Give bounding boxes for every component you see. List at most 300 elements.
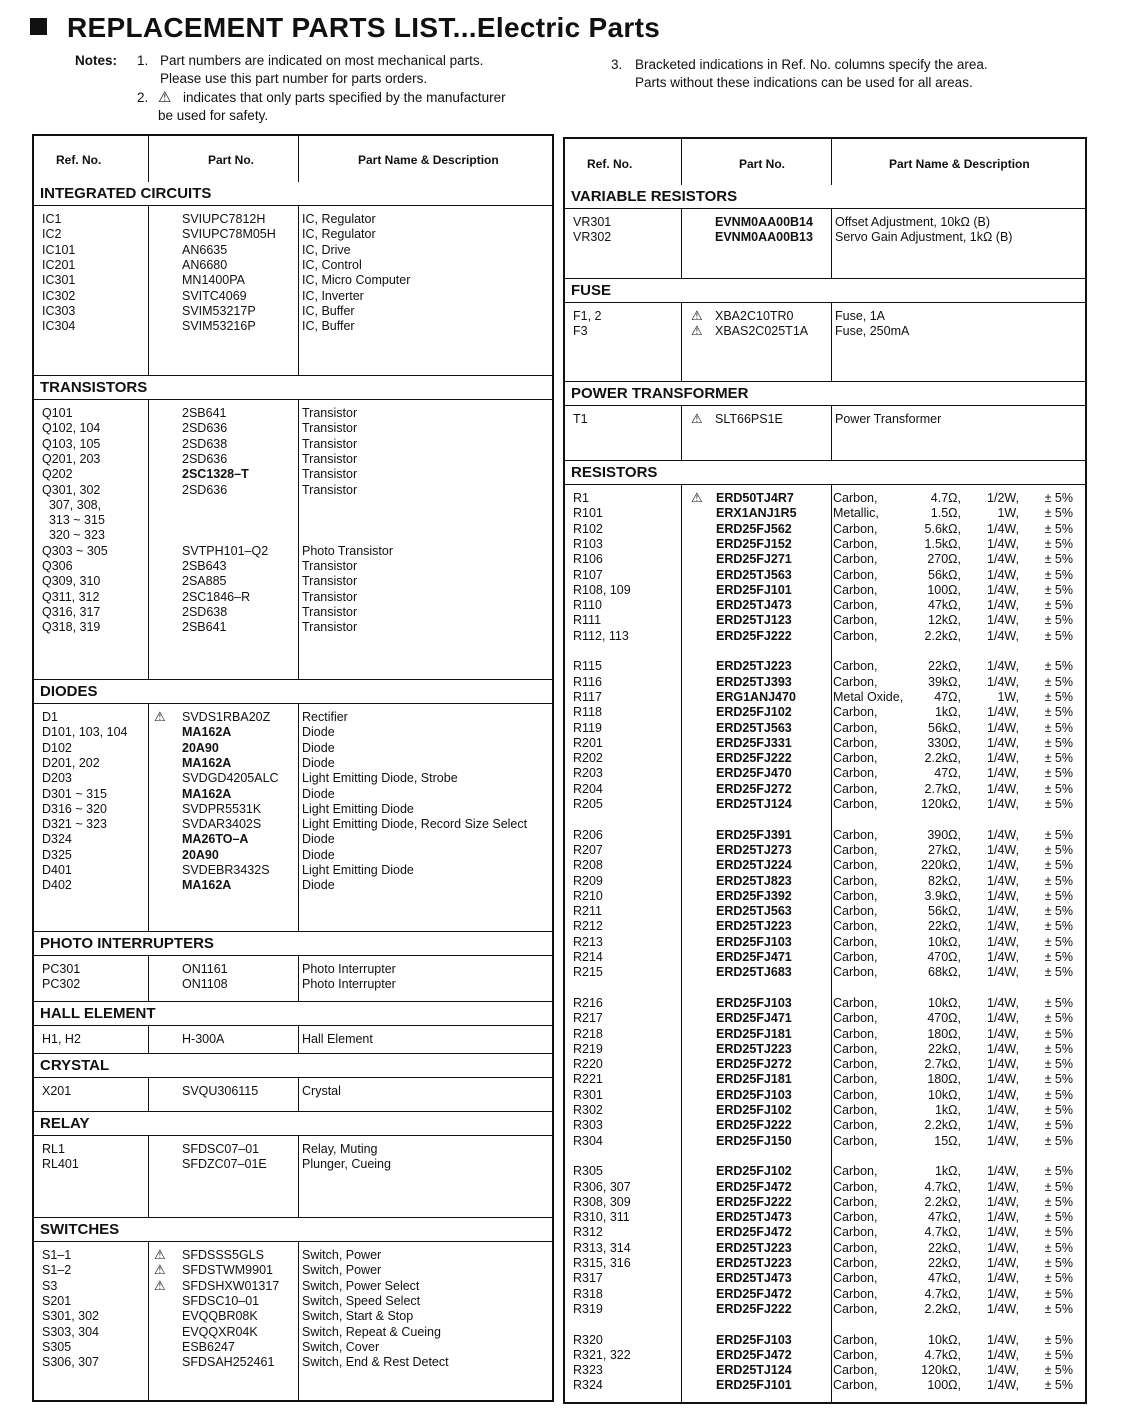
part-description: Transistor (302, 451, 358, 466)
ref-no: R319 (573, 1301, 603, 1316)
ref-no: R308, 309 (573, 1194, 631, 1209)
part-no: ERD50TJ4R7 (716, 491, 794, 505)
part-description: Photo Transistor (302, 543, 394, 558)
part-description: Diode (302, 755, 335, 770)
part-description: Servo Gain Adjustment, 1kΩ (B) (835, 230, 1013, 245)
wattage: 1/4W, (987, 1011, 1019, 1026)
resistor-type: Carbon, (833, 567, 878, 582)
resistor-type: Carbon, (833, 1286, 878, 1301)
wattage: 1/4W, (987, 751, 1019, 766)
ref-no: R214 (573, 950, 603, 964)
section-title: TRANSISTORS (34, 376, 552, 400)
ref-no: D1 (42, 710, 58, 724)
ref-no: R312 (573, 1225, 603, 1240)
part-description: Transistor (302, 620, 358, 635)
tolerance: ± 5% (1044, 1240, 1073, 1255)
ref-no: D201, 202 (42, 755, 100, 770)
resistor-type: Carbon, (833, 582, 878, 597)
page-title: REPLACEMENT PARTS LIST...Electric Parts (30, 12, 660, 44)
part-no: ERD25FJ472 (716, 1179, 792, 1194)
ref-no: R111 (573, 613, 602, 628)
ref-no: Q318, 319 (42, 620, 101, 635)
table-header: Ref. No. Part No. Part Name & Description (34, 136, 552, 184)
ref-no: R206 (573, 827, 603, 842)
ref-no: D316 ~ 320 (42, 801, 107, 816)
resistance: 4.7kΩ, (924, 1286, 961, 1301)
resistance: 10kΩ, (928, 934, 961, 949)
part-no: SFDSTWM9901 (182, 1263, 273, 1278)
resistor-type: Metal Oxide, (833, 689, 904, 704)
ref-no: S1–2 (42, 1263, 72, 1278)
ref-no: S305 (42, 1339, 72, 1354)
resistor-type: Carbon, (833, 904, 878, 919)
part-description: IC, Control (302, 257, 362, 272)
note-3: Bracketed indications in Ref. No. columns specify the area. (635, 57, 988, 72)
part-description: Transistor (302, 421, 358, 436)
resistance: 82kΩ, (928, 873, 961, 888)
part-no: 2SA885 (182, 574, 227, 589)
resistance: 120kΩ, (921, 1363, 961, 1378)
part-description: IC, Micro Computer (302, 273, 411, 288)
part-no: AN6680 (182, 257, 228, 272)
part-no: ERD25FJ391 (716, 827, 792, 842)
part-description: IC, Buffer (302, 319, 355, 334)
part-no: SVIM53217P (182, 303, 256, 318)
ref-no: D402 (42, 878, 72, 893)
wattage: 1/4W, (987, 552, 1019, 567)
resistance: 180Ω, (927, 1026, 961, 1041)
column-divider (148, 136, 149, 1400)
tolerance: ± 5% (1044, 950, 1073, 964)
resistance: 15Ω, (934, 1133, 961, 1148)
resistor-type: Carbon, (833, 766, 878, 781)
resistance: 100Ω, (927, 1378, 961, 1393)
resistor-type: Carbon, (833, 1194, 878, 1209)
part-no: SFDSHXW01317 (182, 1278, 280, 1293)
wattage: 1/4W, (987, 1271, 1019, 1286)
ref-no: R218 (573, 1026, 603, 1041)
part-no: 20A90 (182, 847, 219, 862)
ref-no: R101 (573, 506, 603, 521)
part-no: SVIM53216P (182, 319, 256, 334)
part-no: SVIUPC78M05H (182, 227, 276, 242)
part-description: IC, Regulator (302, 212, 376, 226)
ref-no: RL1 (42, 1142, 65, 1156)
wattage: 1/4W, (987, 1057, 1019, 1072)
tolerance: ± 5% (1044, 751, 1073, 766)
wattage: 1/4W, (987, 995, 1019, 1010)
section-title: RESISTORS (565, 461, 1085, 485)
resistance: 47kΩ, (928, 598, 961, 613)
wattage: 1/4W, (987, 613, 1019, 628)
wattage: 1/4W, (987, 858, 1019, 873)
part-description: Switch, Start & Stop (302, 1309, 414, 1324)
tolerance: ± 5% (1044, 888, 1073, 903)
tolerance: ± 5% (1044, 1133, 1073, 1148)
part-no: ERD25TJ393 (716, 674, 792, 689)
ref-no: R203 (573, 766, 603, 781)
section-title: POWER TRANSFORMER (565, 382, 1085, 406)
resistor-type: Carbon, (833, 674, 878, 689)
resistance: 2.2kΩ, (924, 1118, 961, 1133)
resistance: 4.7kΩ, (924, 1347, 961, 1362)
resistance: 330Ω, (927, 735, 961, 750)
resistor-type: Carbon, (833, 705, 878, 720)
resistance: 12kΩ, (928, 613, 961, 628)
wattage: 1/4W, (987, 965, 1019, 980)
part-no: ERD25FJ222 (716, 1301, 792, 1316)
ref-no: RL401 (42, 1157, 79, 1172)
resistor-type: Carbon, (833, 1271, 878, 1286)
ref-no: T1 (573, 412, 588, 426)
part-description: Fuse, 1A (835, 309, 886, 323)
part-no: ERD25FJ222 (716, 1118, 792, 1133)
ref-no: R215 (573, 965, 603, 980)
resistance: 22kΩ, (928, 1240, 961, 1255)
ref-no: IC302 (42, 288, 76, 303)
resistor-type: Carbon, (833, 1301, 878, 1316)
safety-icon: ⚠ (691, 490, 703, 505)
tolerance: ± 5% (1044, 1286, 1073, 1301)
wattage: 1/4W, (987, 1087, 1019, 1102)
tolerance: ± 5% (1044, 1026, 1073, 1041)
ref-no: R320 (573, 1332, 603, 1347)
part-no: 2SD638 (182, 604, 228, 619)
part-no: ERD25FJ102 (716, 1164, 792, 1179)
wattage: 1/4W, (987, 582, 1019, 597)
part-no: SVDPR5531K (182, 801, 262, 816)
wattage: 1/4W, (987, 766, 1019, 781)
wattage: 1/2W, (987, 491, 1019, 505)
table-header: Ref. No. Part No. Part Name & Description (565, 139, 1085, 187)
resistance: 2.2kΩ, (924, 751, 961, 766)
tolerance: ± 5% (1044, 995, 1073, 1010)
part-description: Diode (302, 878, 335, 893)
resistor-type: Carbon, (833, 950, 878, 964)
part-no: XBAS2C025T1A (715, 324, 809, 339)
resistor-type: Carbon, (833, 858, 878, 873)
ref-no: R119 (573, 720, 602, 735)
tolerance: ± 5% (1044, 491, 1073, 505)
section-title: SWITCHES (34, 1218, 552, 1242)
part-description: Transistor (302, 467, 358, 482)
part-no: ERD25TJ823 (716, 873, 792, 888)
ref-no: IC301 (42, 273, 76, 288)
part-description: Plunger, Cueing (302, 1157, 391, 1172)
ref-no: H1, H2 (42, 1032, 81, 1046)
wattage: 1/4W, (987, 919, 1019, 934)
tolerance: ± 5% (1044, 1347, 1073, 1362)
ref-no: R303 (573, 1118, 603, 1133)
tolerance: ± 5% (1044, 659, 1073, 674)
ref-no: R1 (573, 491, 589, 505)
wattage: 1/4W, (987, 1363, 1019, 1378)
ref-no: IC304 (42, 319, 76, 334)
wattage: 1/4W, (987, 1240, 1019, 1255)
part-no: 2SD636 (182, 451, 228, 466)
resistance: 56kΩ, (928, 904, 961, 919)
tolerance: ± 5% (1044, 613, 1073, 628)
resistor-type: Carbon, (833, 1011, 878, 1026)
resistance: 270Ω, (927, 552, 961, 567)
safety-icon: ⚠ (154, 709, 166, 724)
tolerance: ± 5% (1044, 766, 1073, 781)
resistor-type: Carbon, (833, 1072, 878, 1087)
column-divider (681, 139, 682, 1402)
part-description: Diode (302, 847, 335, 862)
tolerance: ± 5% (1044, 1072, 1073, 1087)
wattage: 1/4W, (987, 735, 1019, 750)
resistance: 1.5kΩ, (924, 536, 961, 551)
part-no: ERD25FJ222 (716, 751, 792, 766)
part-no: EVQQBR08K (182, 1309, 258, 1324)
resistance: 27kΩ, (928, 842, 961, 857)
wattage: 1/4W, (987, 1103, 1019, 1117)
part-description: Switch, Power (302, 1248, 382, 1262)
resistor-type: Carbon, (833, 797, 878, 811)
resistor-type: Carbon, (833, 1057, 878, 1072)
tolerance: ± 5% (1044, 567, 1073, 582)
note-1: Part numbers are indicated on most mechanical parts. (160, 53, 484, 68)
resistance: 1.5Ω, (930, 506, 961, 521)
part-no: ERD25TJ124 (716, 1363, 792, 1378)
part-no: MA26TO–A (182, 832, 249, 847)
column-divider (831, 139, 832, 1402)
resistance: 4.7kΩ, (924, 1179, 961, 1194)
resistance: 120kΩ, (921, 797, 961, 811)
wattage: 1/4W, (987, 1133, 1019, 1148)
part-description: Hall Element (302, 1032, 373, 1046)
resistance: 390Ω, (927, 827, 961, 842)
resistance: 47Ω, (934, 689, 961, 704)
resistance: 2.7kΩ, (924, 1057, 961, 1072)
resistor-type: Carbon, (833, 735, 878, 750)
tolerance: ± 5% (1044, 1011, 1073, 1026)
resistance: 100Ω, (927, 582, 961, 597)
ref-no: Q101 (42, 406, 73, 420)
wattage: 1/4W, (987, 720, 1019, 735)
resistance: 470Ω, (927, 950, 961, 964)
tolerance: ± 5% (1044, 842, 1073, 857)
part-no: ERD25FJ181 (716, 1072, 792, 1087)
safety-icon: ⚠ (154, 1247, 166, 1262)
ref-no: 320 ~ 323 (42, 528, 105, 543)
wattage: 1/4W, (987, 1256, 1019, 1270)
resistance: 5.6kΩ, (924, 521, 961, 536)
ref-no: Q309, 310 (42, 574, 101, 589)
part-no: SVDAR3402S (182, 817, 262, 832)
part-description: Rectifier (302, 710, 348, 724)
resistance: 22kΩ, (928, 1256, 961, 1270)
ref-no: R323 (573, 1363, 603, 1378)
ref-no: R207 (573, 842, 603, 857)
part-description: Crystal (302, 1084, 341, 1098)
resistance: 68kΩ, (928, 965, 961, 980)
ref-no: R212 (573, 919, 603, 934)
tolerance: ± 5% (1044, 1378, 1073, 1393)
part-description: Diode (302, 786, 335, 801)
part-description: Fuse, 250mA (835, 324, 910, 339)
tolerance: ± 5% (1044, 1164, 1073, 1179)
wattage: 1/4W, (987, 598, 1019, 613)
part-description: Relay, Muting (302, 1142, 378, 1156)
wattage: 1/4W, (987, 1332, 1019, 1347)
part-description: Diode (302, 832, 335, 847)
part-description: Transistor (302, 406, 358, 420)
resistor-type: Carbon, (833, 1179, 878, 1194)
resistor-type: Carbon, (833, 1118, 878, 1133)
part-no: ERD25TJ223 (716, 919, 792, 934)
section-title: VARIABLE RESISTORS (565, 185, 1085, 209)
part-no: ESB6247 (182, 1339, 235, 1354)
resistor-type: Carbon, (833, 1332, 878, 1347)
wattage: 1W, (997, 506, 1019, 521)
ref-no: R220 (573, 1057, 603, 1072)
resistance: 1kΩ, (934, 1164, 961, 1179)
tolerance: ± 5% (1044, 904, 1073, 919)
tolerance: ± 5% (1044, 628, 1073, 643)
wattage: 1/4W, (987, 1041, 1019, 1056)
wattage: 1/4W, (987, 1164, 1019, 1179)
ref-no: R202 (573, 751, 603, 766)
tolerance: ± 5% (1044, 1179, 1073, 1194)
part-no: ON1161 (182, 962, 228, 976)
part-no: ERD25FJ103 (716, 1332, 792, 1347)
wattage: 1/4W, (987, 1347, 1019, 1362)
part-no: ERD25FJ222 (716, 628, 792, 643)
tolerance: ± 5% (1044, 705, 1073, 720)
part-no: ERD25FJ472 (716, 1347, 792, 1362)
part-no: MN1400PA (182, 273, 245, 288)
part-description: IC, Inverter (302, 288, 364, 303)
part-description: Diode (302, 725, 335, 740)
part-description: Switch, Cover (302, 1339, 380, 1354)
ref-no: Q303 ~ 305 (42, 543, 108, 558)
resistor-type: Carbon, (833, 1225, 878, 1240)
ref-no: R315, 316 (573, 1256, 631, 1270)
resistance: 2.2kΩ, (924, 1301, 961, 1316)
part-description: Light Emitting Diode (302, 801, 414, 816)
ref-no: S303, 304 (42, 1324, 99, 1339)
ref-no: R313, 314 (573, 1240, 631, 1255)
part-no: ERD25TJ563 (716, 567, 792, 582)
part-no: ERD25FJ471 (716, 950, 792, 964)
wattage: 1/4W, (987, 888, 1019, 903)
tolerance: ± 5% (1044, 1210, 1073, 1225)
ref-no: R210 (573, 888, 603, 903)
tolerance: ± 5% (1044, 781, 1073, 796)
part-no: ERD25FJ271 (716, 552, 792, 567)
ref-no: S306, 307 (42, 1355, 99, 1370)
ref-no: IC101 (42, 242, 76, 257)
part-description: Photo Interrupter (302, 977, 396, 992)
ref-no: R201 (573, 735, 603, 750)
part-no: SVIUPC7812H (182, 212, 266, 226)
ref-no: R305 (573, 1164, 603, 1179)
tolerance: ± 5% (1044, 536, 1073, 551)
part-no: SFDSC07–01 (182, 1142, 260, 1156)
part-description: Photo Interrupter (302, 962, 396, 976)
tolerance: ± 5% (1044, 1363, 1073, 1378)
ref-no: X201 (42, 1084, 72, 1098)
ref-no: R317 (573, 1271, 603, 1286)
part-no: SFDSSS5GLS (182, 1248, 264, 1262)
ref-no: R118 (573, 705, 602, 720)
part-description: Transistor (302, 559, 358, 573)
part-no: ERD25TJ473 (716, 1271, 792, 1286)
tolerance: ± 5% (1044, 919, 1073, 934)
ref-no: PC301 (42, 962, 81, 976)
ref-no: R204 (573, 781, 603, 796)
resistance: 39kΩ, (928, 674, 961, 689)
part-description: IC, Buffer (302, 303, 355, 318)
ref-no: R115 (573, 659, 602, 674)
resistor-type: Carbon, (833, 995, 878, 1010)
resistor-type: Carbon, (833, 1347, 878, 1362)
part-description: Light Emitting Diode (302, 863, 414, 877)
part-no: SFDSAH252461 (182, 1355, 275, 1370)
tolerance: ± 5% (1044, 1271, 1073, 1286)
wattage: 1W, (997, 689, 1019, 704)
resistor-type: Carbon, (833, 1210, 878, 1225)
resistor-type: Carbon, (833, 536, 878, 551)
resistor-type: Carbon, (833, 613, 878, 628)
resistance: 4.7kΩ, (924, 1225, 961, 1240)
wattage: 1/4W, (987, 1301, 1019, 1316)
part-no: ERD25FJ222 (716, 1194, 792, 1209)
ref-no: R116 (573, 674, 602, 689)
part-no: EVQQXR04K (182, 1324, 258, 1339)
tolerance: ± 5% (1044, 598, 1073, 613)
part-description: Transistor (302, 604, 358, 619)
resistor-type: Carbon, (833, 965, 878, 980)
wattage: 1/4W, (987, 1072, 1019, 1087)
wattage: 1/4W, (987, 536, 1019, 551)
part-no: SFDZC07–01E (182, 1157, 267, 1172)
part-no: ERD25TJ223 (716, 659, 792, 674)
part-no: 20A90 (182, 740, 219, 755)
part-no: ON1108 (182, 977, 228, 992)
tolerance: ± 5% (1044, 858, 1073, 873)
notes-label: Notes: (75, 53, 118, 68)
part-no: ERD25TJ273 (716, 842, 792, 857)
part-description: Transistor (302, 482, 358, 497)
wattage: 1/4W, (987, 521, 1019, 536)
wattage: 1/4W, (987, 904, 1019, 919)
ref-no: R310, 311 (573, 1210, 630, 1225)
part-no: SLT66PS1E (715, 412, 783, 426)
resistance: 2.2kΩ, (924, 628, 961, 643)
safety-icon: ⚠ (154, 1277, 166, 1293)
safety-icon: ⚠ (158, 89, 172, 106)
wattage: 1/4W, (987, 1026, 1019, 1041)
wattage: 1/4W, (987, 1225, 1019, 1240)
tolerance: ± 5% (1044, 552, 1073, 567)
part-no: ERD25FJ150 (716, 1133, 792, 1148)
resistance: 47Ω, (934, 766, 961, 781)
part-no: ERD25FJ562 (716, 521, 792, 536)
wattage: 1/4W, (987, 934, 1019, 949)
section-title: FUSE (565, 279, 1085, 303)
tolerance: ± 5% (1044, 1087, 1073, 1102)
ref-no: Q301, 302 (42, 482, 101, 497)
part-no: XBA2C10TR0 (715, 309, 794, 323)
part-no: ERD25FJ103 (716, 934, 792, 949)
resistor-type: Carbon, (833, 751, 878, 766)
ref-no: F1, 2 (573, 309, 602, 323)
ref-no: R103 (573, 536, 603, 551)
part-no: 2SB643 (182, 559, 227, 573)
